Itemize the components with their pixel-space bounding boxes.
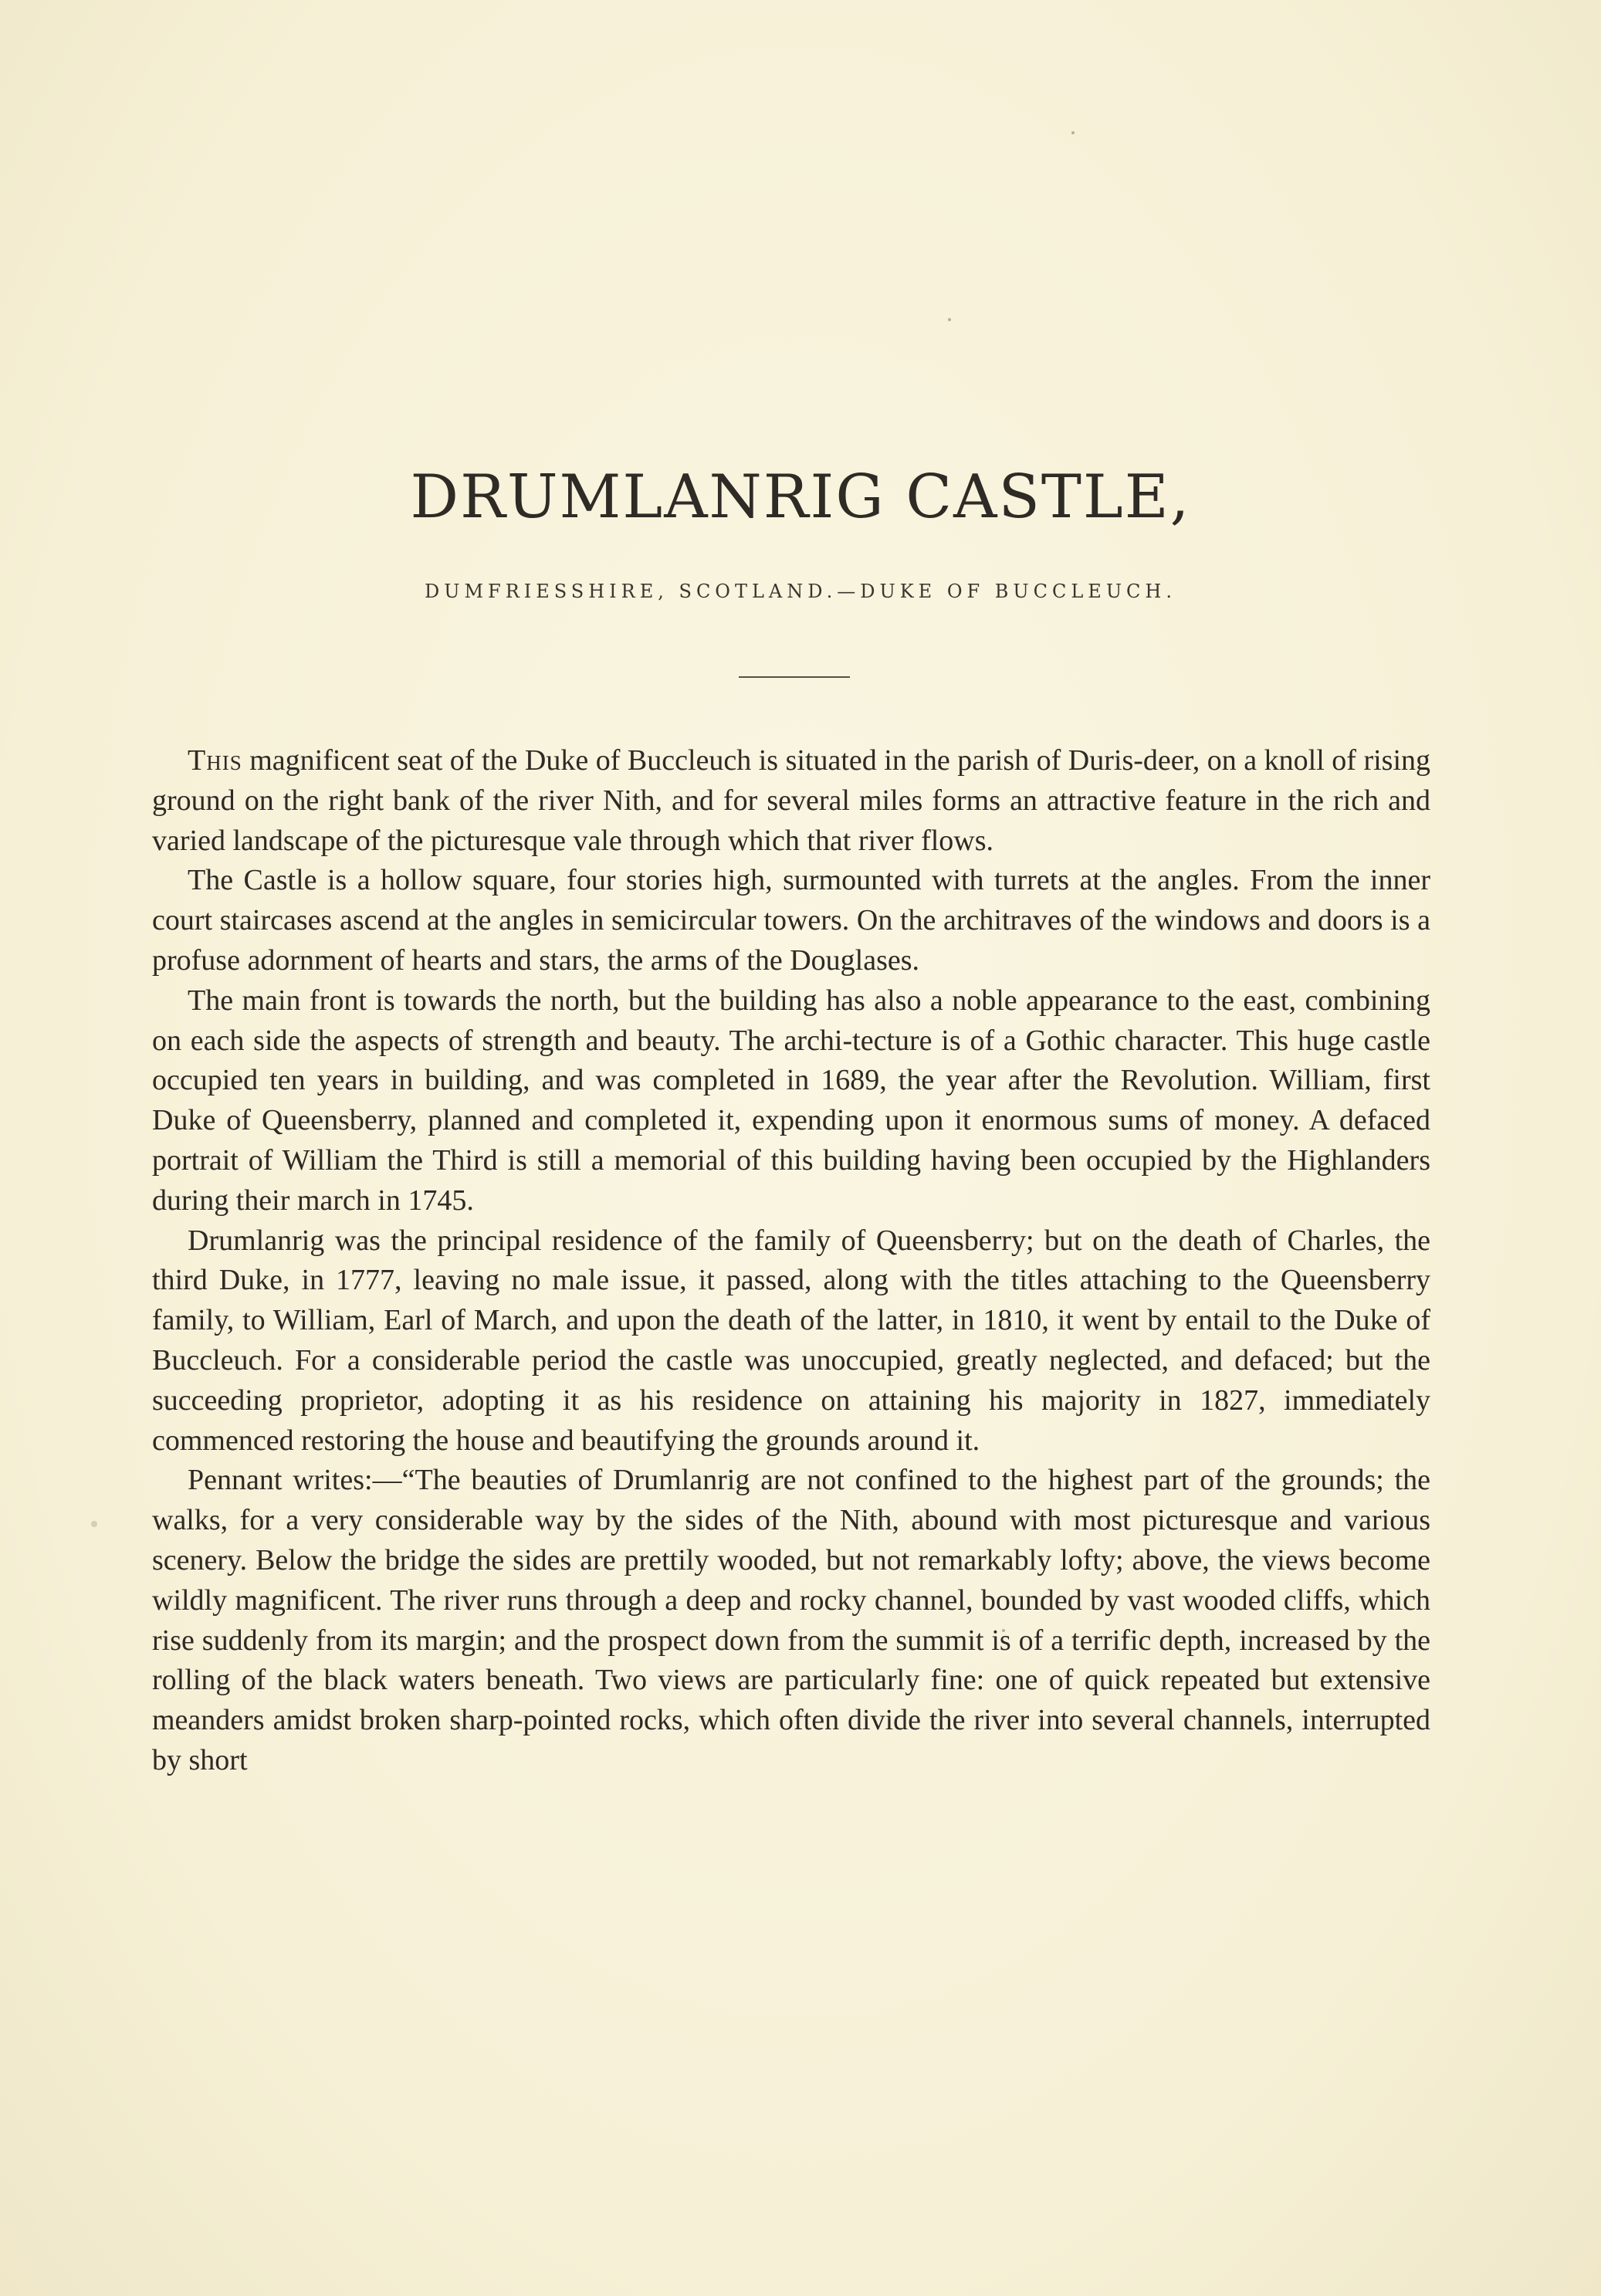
- paper-speck: [1071, 131, 1075, 134]
- paragraph: [152, 741, 1430, 861]
- article-body: [152, 741, 1430, 1781]
- paper-speck: [948, 318, 951, 321]
- page-subtitle: DUMFRIESSHIRE, SCOTLAND.—DUKE OF BUCCLEUCH.: [425, 581, 1176, 602]
- paragraph: [152, 1221, 1430, 1461]
- paragraph-lead-word: This: [188, 744, 242, 777]
- paper-speck: [91, 1521, 97, 1527]
- page-title: DRUMLANRIG CASTLE,: [410, 462, 1191, 532]
- title-divider: [739, 676, 850, 678]
- paragraph-text: The main front is towards the north, but the building has also a noble appearance to the east, combining on each side the aspects of strength and beauty. The archi-tecture is of a Gothic character. This huge castle occupied ten years in building, and was completed in 1689, the year after the Revolution. William, first Duke of Queensberry, planned and completed it, expending upon it enormous sums of money. A defaced portrait of William the Third is still a memorial of this building having been occupied by the Highlanders during their march in 1745.: [152, 984, 1430, 1217]
- paragraph: [152, 981, 1430, 1221]
- paragraph-text: Pennant writes:—“The beauties of Drumlanrig are not confined to the highest part of the grounds; the walks, for a very considerable way by the sides of the Nith, abound with most picturesque and various scenery. Below the bridge the sides are prettily wooded, but not remarkably lofty; above, the views become wildly magnificent. The river runs through a deep and rocky channel, bounded by vast wooded cliffs, which rise suddenly from its margin; and the prospect down from the summit is of a terrific depth, increased by the rolling of the black waters beneath. Two views are particularly fine: one of quick repeated but extensive meanders amidst broken sharp-pointed rocks, which often divide the river into several channels, interrupted by short: [152, 1464, 1430, 1776]
- paragraph-text: Drumlanrig was the principal residence of the family of Queensberry; but on the death of Charles, the third Duke, in 1777, leaving no male issue, it passed, along with the titles attaching to the Queensberry family, to William, Earl of March, and upon the death of the latter, in 1810, it went by entail to the Duke of Buccleuch. For a considerable period the castle was unoccupied, greatly neglected, and defaced; but the succeeding proprietor, adopting it as his residence on attaining his majority in 1827, immediately commenced restoring the house and beautifying the grounds around it.: [152, 1224, 1430, 1457]
- paragraph-text: The Castle is a hollow square, four stories high, surmounted with turrets at the angles. From the inner court staircases ascend at the angles in semicircular towers. On the architraves of the windows and doors is a profuse adornment of hearts and stars, the arms of the Douglases.: [152, 864, 1430, 977]
- paragraph-text: magnificent seat of the Duke of Buccleuch is situated in the parish of Duris-deer, on a knoll of rising ground on the right bank of the river Nith, and for several miles forms an attractive feature in the rich and varied landscape of the picturesque vale through which that river flows.: [152, 744, 1430, 857]
- paragraph: [152, 1461, 1430, 1780]
- paragraph: [152, 861, 1430, 980]
